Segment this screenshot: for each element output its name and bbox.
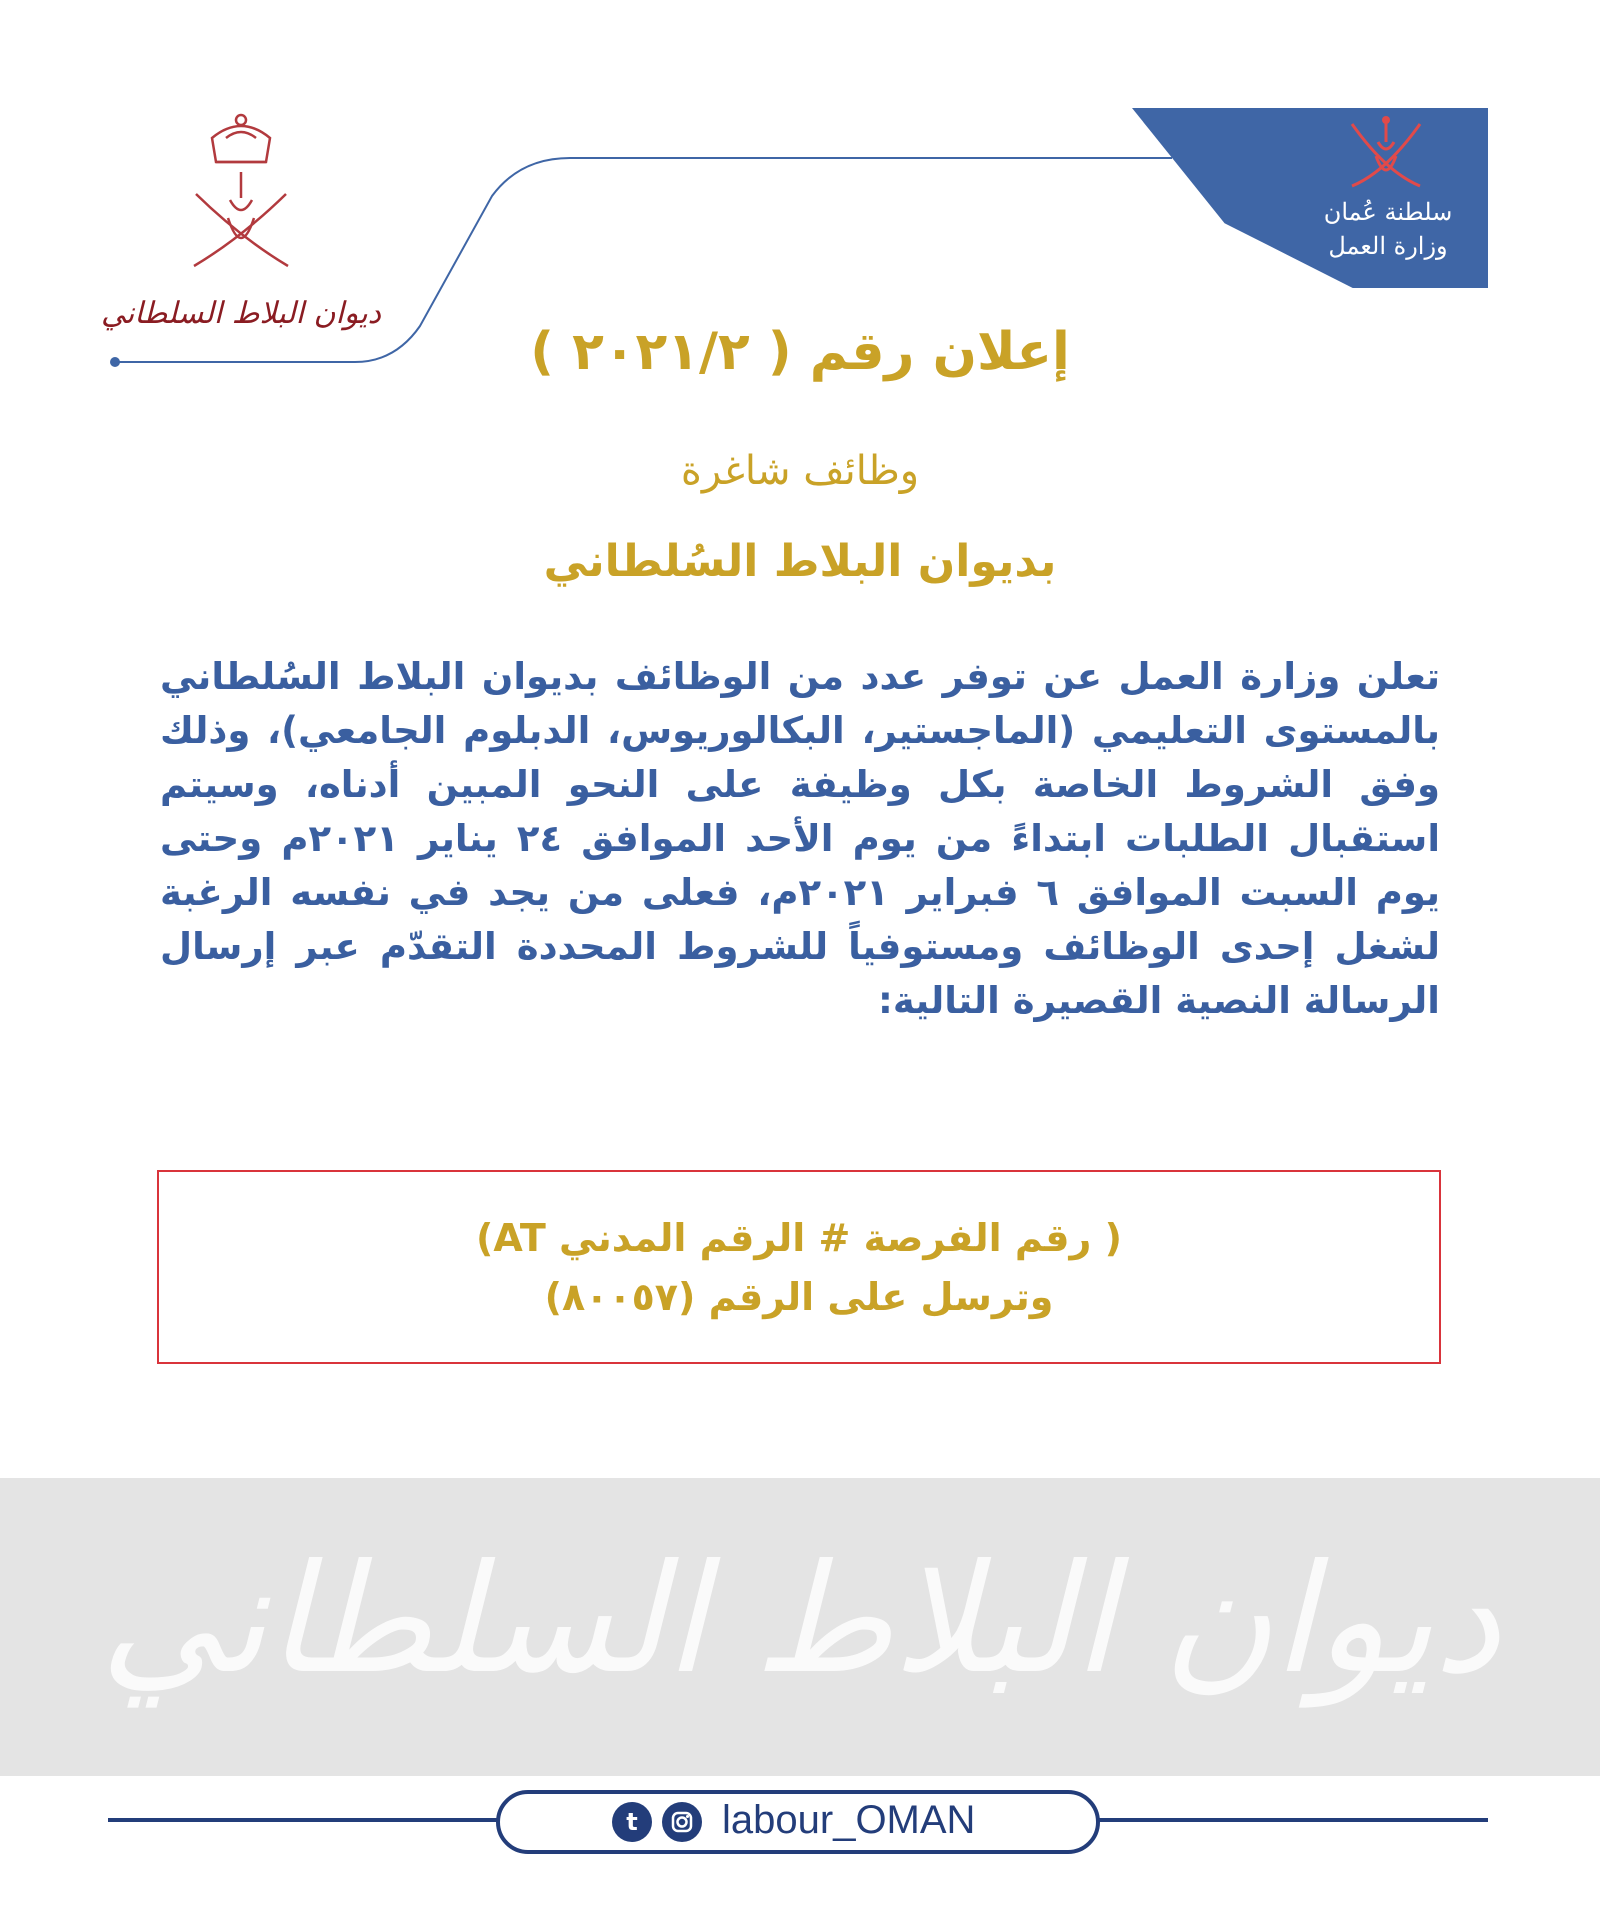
oman-khanjar-emblem-icon xyxy=(1338,112,1434,196)
vacancies-subtitle: وظائف شاغرة xyxy=(680,448,920,494)
ministry-line-1: سلطنة عُمان xyxy=(1323,198,1453,226)
social-handle-text[interactable]: labour_OMAN xyxy=(722,1798,976,1842)
twitter-icon[interactable]: t xyxy=(612,1802,652,1842)
royal-court-logotype: ديوان البلاط السلطاني xyxy=(100,296,382,331)
announcement-title: إعلان رقم ( ٢٠٢١/٢ ) xyxy=(530,322,1070,382)
footer-rule-left xyxy=(108,1818,508,1822)
sms-number-line: وترسل على الرقم (٨٠٠٥٧) xyxy=(544,1275,1054,1319)
footer-rule-right xyxy=(1092,1818,1488,1822)
ministry-line-2: وزارة العمل xyxy=(1328,232,1448,260)
royal-crown-khanjar-emblem-icon xyxy=(176,108,306,278)
sms-format-line: ( رقم الفرصة # الرقم المدني AT) xyxy=(476,1216,1122,1260)
royal-court-watermark: ديوان البلاط السلطاني xyxy=(99,1533,1501,1707)
announcement-body: تعلن وزارة العمل عن توفر عدد من الوظائف بديوان البلاط السُلطاني بالمستوى التعليمي (الماجستير، البكالوريوس، الدبلوم الجامعي)، وذلك وفق الشروط الخاصة بكل وظيفة على النحو المبين أدناه، وسيتم استقبال الطلبات ابتداءً من يوم الأحد الموافق ٢٤ يناير ٢٠٢١م وحتى يوم السبت الموافق ٦ فبراير ٢٠٢١م، فعلى من يجد في نفسه الرغبة لشغل إحدى الوظائف ومستوفياً للشروط المحددة التقدّم عبر إرسال الرسالة النصية القصيرة التالية: xyxy=(160,655,1441,1022)
ministry-name xyxy=(1308,195,1468,263)
entity-name: بديوان البلاط السُلطاني xyxy=(543,536,1057,587)
sms-instructions-box xyxy=(157,1170,1441,1364)
instagram-icon[interactable] xyxy=(662,1802,702,1842)
